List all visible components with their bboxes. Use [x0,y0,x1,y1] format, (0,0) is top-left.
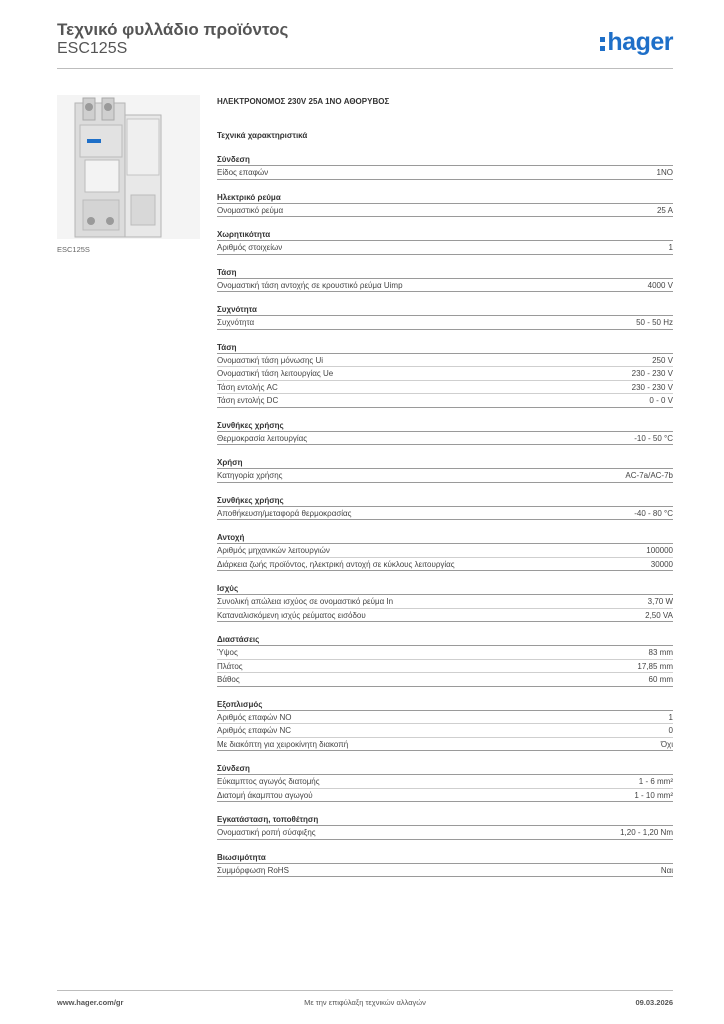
spec-value: 17,85 mm [637,661,673,671]
spec-row [217,354,673,368]
spec-row [217,864,673,878]
spec-label: Τάση εντολής DC [217,396,279,405]
spec-groups [217,154,673,877]
spec-row [217,609,673,623]
spec-label: Θερμοκρασία λειτουργίας [217,433,308,443]
logo-text: hager [607,27,673,56]
footer-note: Με την επιφύλαξη τεχνικών αλλαγών [304,998,426,1007]
spec-row [217,646,673,660]
spec-value: AC-7a/AC-7b [625,471,673,480]
spec-label: Με διακόπτη για χειροκίνητη διακοπή [217,739,349,749]
spec-row [217,544,673,558]
spec-label: Αριθμός επαφών NO [217,712,292,722]
spec-row [217,166,673,180]
spec-group-title: Σύνδεση [217,763,673,775]
spec-label: Αριθμός μηχανικών λειτουργιών [217,546,330,555]
spec-group [217,192,673,218]
spec-label: Ονομαστική ροπή σύσφιξης [217,828,316,837]
spec-label: Ονομαστική τάση μόνωσης Ui [217,355,324,365]
spec-value: -10 - 50 °C [634,433,673,443]
spec-group-title: Χρήση [217,457,673,469]
spec-label: Είδος επαφών [217,168,269,177]
spec-value: Όχι [660,739,673,749]
spec-value: 83 mm [648,648,673,657]
spec-label: Πλάτος [217,661,243,671]
spec-row [217,673,673,687]
spec-row [217,711,673,725]
spec-group [217,495,673,521]
spec-row [217,660,673,674]
spec-value: 0 [668,726,673,735]
spec-label: Αποθήκευση/μεταφορά θερμοκρασίας [217,508,352,518]
spec-row [217,595,673,609]
page-footer [57,998,673,1012]
spec-group [217,634,673,687]
spec-row [217,241,673,255]
spec-row [217,826,673,840]
spec-value: 1,20 - 1,20 Nm [620,828,673,837]
spec-value: Ναι [660,865,673,875]
image-caption: ESC125S [57,245,90,254]
contactor-device-image [57,95,200,239]
spec-label: Βάθος [217,675,240,684]
spec-value: 250 V [652,355,673,365]
product-code: ESC125S [57,40,128,57]
spec-value: 1 [668,712,673,722]
logo-dots-icon [600,37,605,51]
spec-group [217,457,673,483]
spec-value: -40 - 80 °C [634,508,673,518]
spec-value: 50 - 50 Hz [636,318,673,327]
spec-group-title: Βιωσιμότητα [217,852,673,864]
spec-row [217,367,673,381]
spec-label: Συχνότητα [217,318,255,327]
spec-row [217,507,673,521]
spec-value: 1 [668,243,673,252]
spec-row [217,279,673,293]
spec-group [217,852,673,878]
spec-value: 60 mm [648,675,673,684]
spec-group [217,154,673,180]
product-description: ΗΛΕΚΤΡΟΝΟΜΟΣ 230V 25A 1NO ΑΘΟΡΥΒΟΣ [217,97,390,106]
spec-row [217,775,673,789]
spec-label: Διάρκεια ζωής προϊόντος, ηλεκτρική αντοχή σε κύκλους λειτουργίας [217,559,455,569]
spec-value: 0 - 0 V [649,396,673,405]
spec-value: 3,70 W [647,597,673,606]
spec-label: Ονομαστική τάση λειτουργίας Ue [217,369,334,378]
spec-row [217,381,673,395]
spec-group-title: Συνθήκες χρήσης [217,420,673,432]
spec-label: Εύκαμπτος αγωγός διατομής [217,777,320,786]
spec-group [217,229,673,255]
spec-label: Ονομαστικό ρεύμα [217,205,284,215]
spec-value: 4000 V [647,280,673,290]
spec-value: 1 - 6 mm² [638,777,673,786]
spec-group [217,814,673,840]
spec-label: Συμμόρφωση RoHS [217,865,289,875]
spec-group [217,342,673,408]
spec-value: 25 A [656,205,673,215]
spec-row [217,316,673,330]
spec-label: Αριθμός στοιχείων [217,243,283,252]
spec-group-title: Αντοχή [217,532,673,544]
spec-value: 230 - 230 V [631,382,673,392]
hager-logo[interactable] [600,28,673,56]
spec-group [217,699,673,752]
spec-group-title: Ισχύς [217,583,673,595]
spec-row [217,789,673,803]
footer-divider [57,990,673,991]
spec-group [217,532,673,571]
spec-group-title: Εγκατάσταση, τοποθέτηση [217,814,673,826]
spec-group-title: Διαστάσεις [217,634,673,646]
spec-row [217,738,673,752]
spec-row [217,469,673,483]
specifications-panel [217,96,673,877]
footer-date: 09.03.2026 [635,998,673,1007]
spec-label: Αριθμός επαφών NC [217,726,292,735]
spec-label: Ύψος [217,648,238,657]
spec-group-title: Συχνότητα [217,304,673,316]
footer-url-link[interactable]: www.hager.com/gr [57,998,124,1007]
spec-value: 230 - 230 V [631,369,673,378]
spec-label: Κατηγορία χρήσης [217,471,283,480]
spec-group [217,304,673,330]
spec-group-title: Τάση [217,342,673,354]
spec-label: Καταναλισκόμενη ισχύς ρεύματος εισόδου [217,610,366,620]
spec-group-title: Σύνδεση [217,154,673,166]
spec-label: Συνολική απώλεια ισχύος σε ονομαστικό ρεύμα In [217,597,394,606]
page-header [57,20,673,70]
spec-row [217,432,673,446]
spec-label: Ονομαστική τάση αντοχής σε κρουστικό ρεύμα Uimp [217,280,403,290]
spec-group-title: Ηλεκτρικό ρεύμα [217,192,673,204]
spec-group-title: Συνθήκες χρήσης [217,495,673,507]
spec-value: 100000 [646,546,673,555]
spec-row [217,724,673,738]
header-divider [57,68,673,69]
spec-label: Τάση εντολής AC [217,382,278,392]
document-title: Τεχνικό φυλλάδιο προϊόντος [57,20,289,39]
spec-group [217,763,673,802]
spec-group-title: Τάση [217,267,673,279]
spec-group [217,267,673,293]
spec-value: 1NO [656,168,673,177]
spec-value: 2,50 VA [645,610,673,620]
spec-value: 1 - 10 mm² [634,790,673,800]
spec-row [217,394,673,408]
spec-value: 30000 [650,559,673,569]
spec-label: Διατομή άκαμπτου αγωγού [217,790,313,800]
spec-group [217,420,673,446]
spec-group-title: Χωρητικότητα [217,229,673,241]
spec-group-title: Εξοπλισμός [217,699,673,711]
spec-group [217,583,673,622]
spec-row [217,204,673,218]
section-title: Τεχνικά χαρακτηριστικά [217,131,308,140]
spec-row [217,558,673,572]
